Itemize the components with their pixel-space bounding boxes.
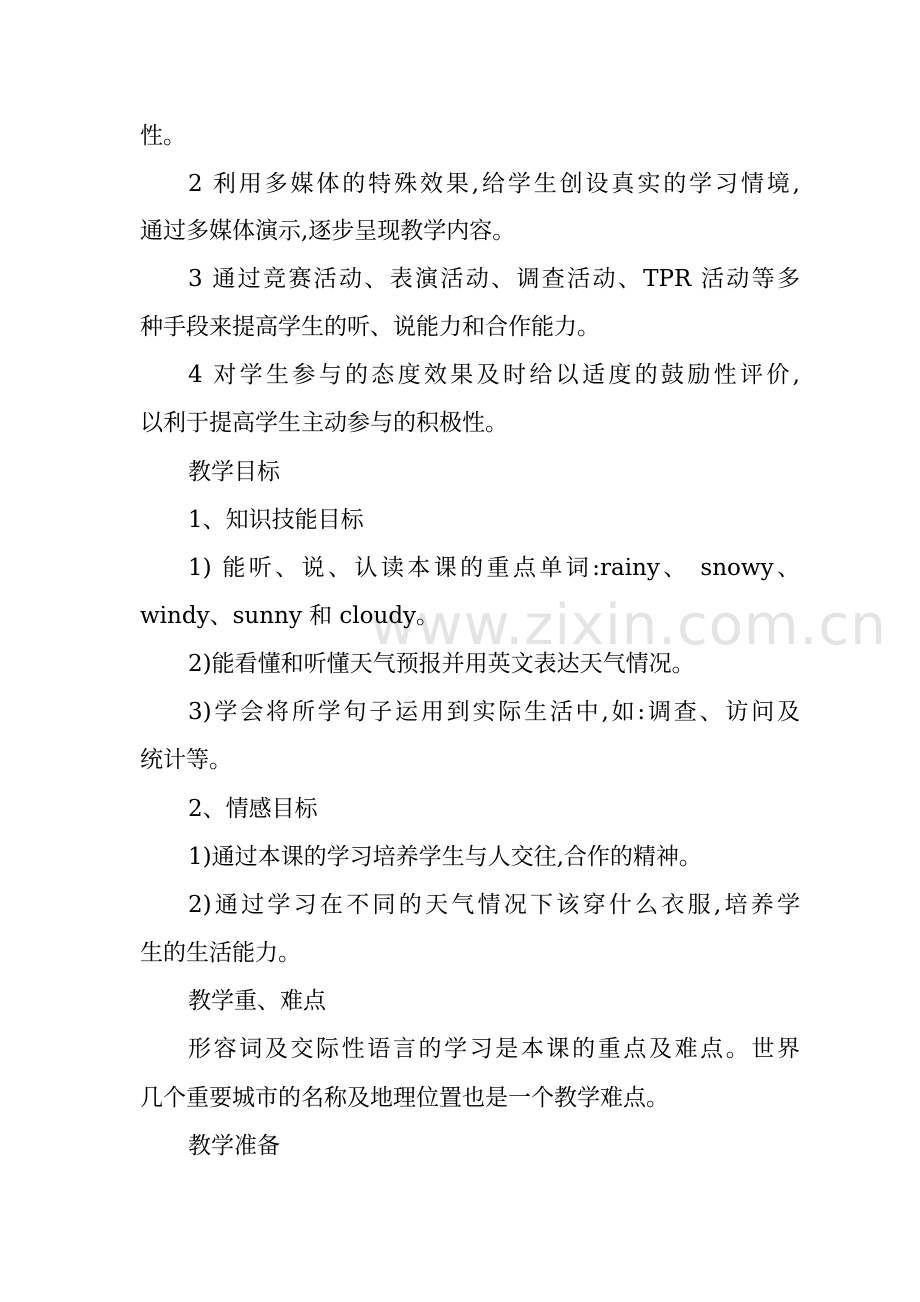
- text-line: windy、sunny 和 cloudy。: [140, 603, 440, 629]
- text-line: 生的生活能力。: [140, 940, 301, 966]
- section-heading: 教学重、难点: [188, 988, 326, 1014]
- text-line: 2)通过学习在不同的天气情况下该穿什么衣服,培养学: [188, 892, 800, 918]
- text-line: 性。: [140, 123, 186, 149]
- text-line: 统计等。: [140, 747, 232, 773]
- text-line: 2 利用多媒体的特殊效果,给学生创设真实的学习情境,: [188, 171, 800, 197]
- text-line: 1)通过本课的学习培养学生与人交往,合作的精神。: [188, 844, 702, 870]
- text-line: 形容词及交际性语言的学习是本课的重点及难点。世界: [188, 1036, 800, 1062]
- subsection-heading: 2、情感目标: [188, 796, 318, 822]
- text-line: 3)学会将所学句子运用到实际生活中,如:调查、访问及: [188, 699, 800, 725]
- text-line: 2)能看懂和听懂天气预报并用英文表达天气情况。: [188, 651, 695, 677]
- section-heading: 教学准备: [188, 1133, 280, 1159]
- text-line: 以利于提高学生主动参与的积极性。: [140, 410, 508, 436]
- text-line: 通过多媒体演示,逐步呈现教学内容。: [140, 218, 516, 244]
- text-line: 1) 能听、说、认读本课的重点单词:rainy、 snowy、: [188, 555, 800, 581]
- section-heading: 教学目标: [188, 459, 280, 485]
- watermark: www.zixin.com.cn: [370, 593, 887, 658]
- text-line: 种手段来提高学生的听、说能力和合作能力。: [140, 314, 600, 340]
- subsection-heading: 1、知识技能目标: [188, 507, 364, 533]
- text-line: 4 对学生参与的态度效果及时给以适度的鼓励性评价,: [188, 362, 800, 388]
- text-line: 3 通过竞赛活动、表演活动、调查活动、TPR 活动等多: [188, 266, 800, 292]
- text-line: 几个重要城市的名称及地理位置也是一个教学难点。: [140, 1085, 669, 1111]
